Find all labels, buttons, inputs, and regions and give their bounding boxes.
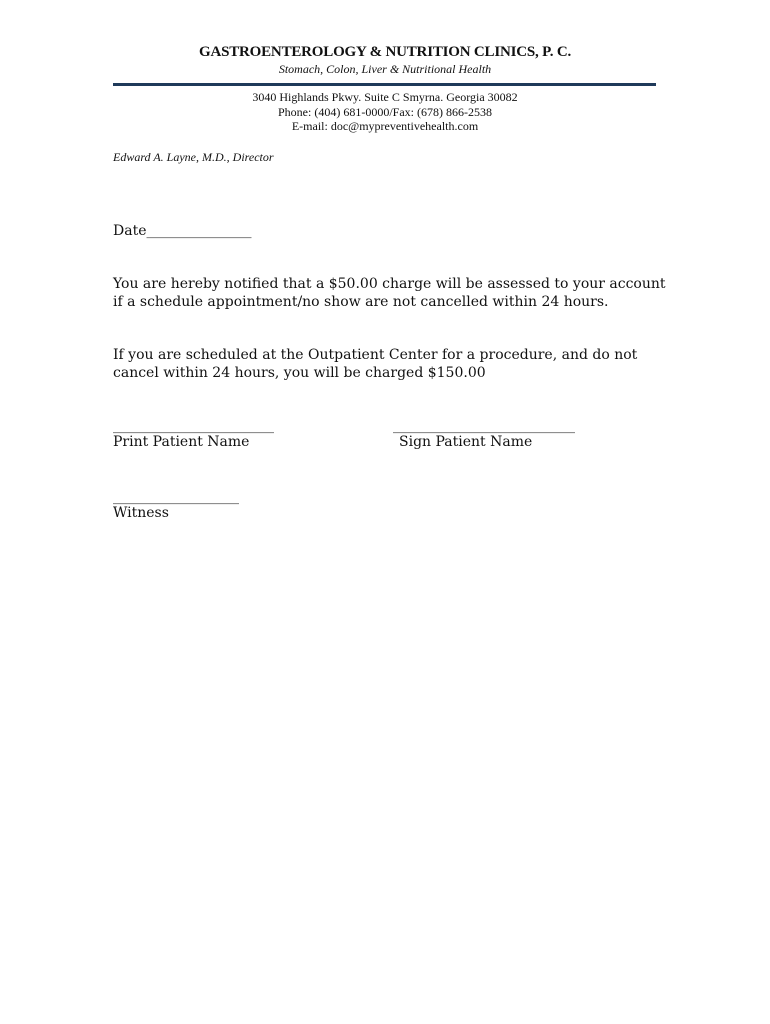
clinic-address: 3040 Highlands Pkwy. Suite C Smyrna. Georgia 30082 — [252, 90, 518, 104]
header-divider — [113, 83, 656, 86]
sign-name-label: Sign Patient Name — [399, 434, 533, 450]
witness-line: __________________ — [113, 489, 239, 505]
print-name-line: _______________________ — [113, 418, 274, 434]
clinic-email: E-mail: doc@mypreventivehealth.com — [291, 119, 479, 133]
director-name: Edward A. Layne, M.D., Director — [113, 150, 274, 164]
print-name-label: Print Patient Name — [113, 434, 250, 450]
notice-paragraph-no-show: You are hereby notified that a $50.00 charge will be assessed to your account if a schedule appointment/no show are not cancelled within 24 hours. — [113, 276, 666, 310]
clinic-phone-fax: Phone: (404) 681-0000/Fax: (678) 866-2538 — [278, 104, 492, 119]
notice-paragraph-outpatient: If you are scheduled at the Outpatient Center for a procedure, and do not cancel within 24 hours, you will be charged $150.00 — [113, 347, 638, 381]
sign-name-line: __________________________ — [393, 418, 575, 434]
witness-label: Witness — [113, 505, 169, 521]
clinic-tagline: Stomach, Colon, Liver & Nutritional Health — [278, 62, 492, 76]
clinic-name: GASTROENTEROLOGY & NUTRITION CLINICS, P. C. — [198, 44, 572, 60]
contact-block — [0, 90, 770, 134]
date-field: Date_______________ — [113, 223, 252, 239]
